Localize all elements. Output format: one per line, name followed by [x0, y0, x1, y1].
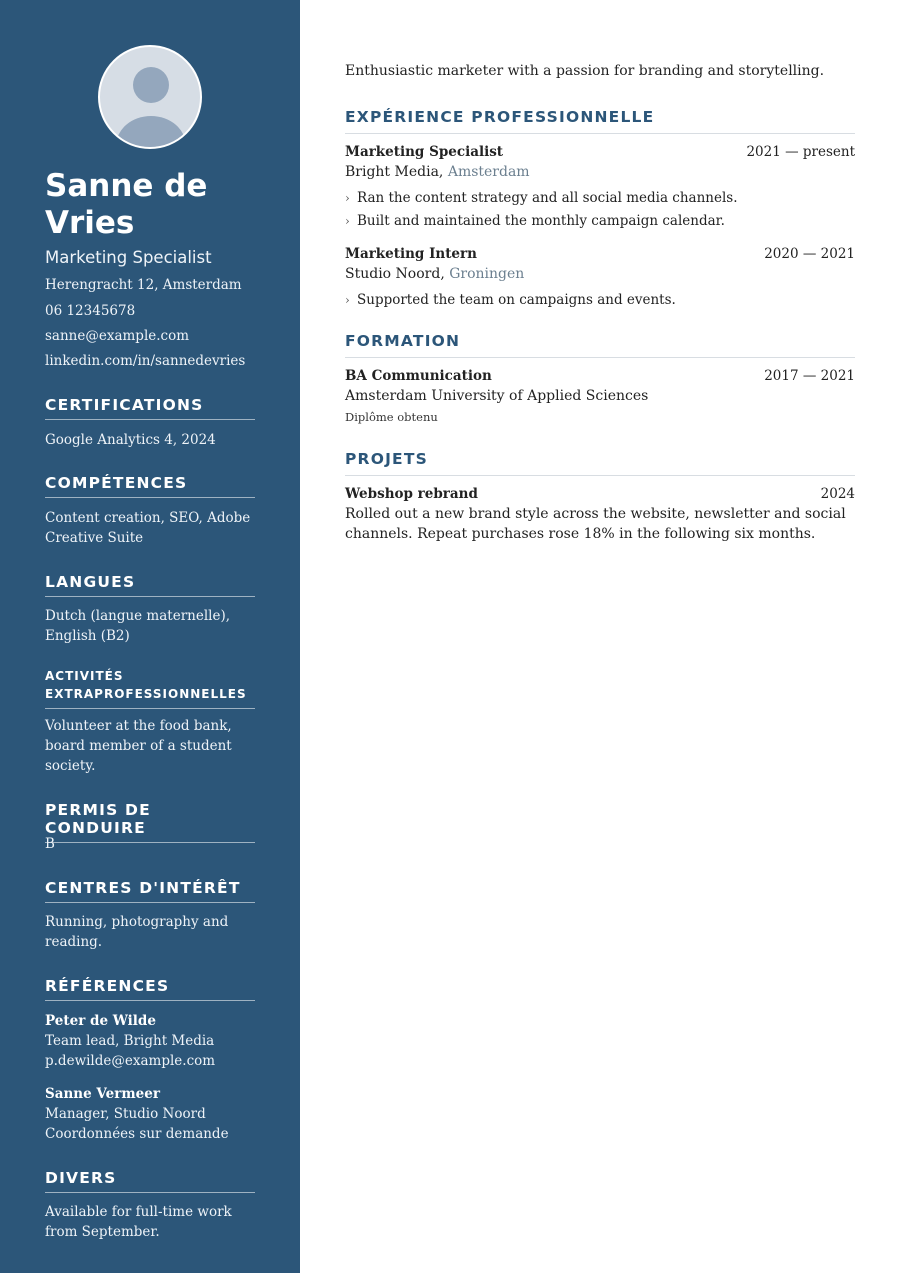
projects-heading: PROJETS — [345, 450, 855, 476]
certifications-text: Google Analytics 4, 2024 — [45, 432, 216, 448]
chevron-right-icon: › — [345, 293, 350, 307]
avatar-placeholder-icon — [98, 45, 202, 149]
experience-entry: Marketing Intern 2020 — 2021 Studio Noord, Groningen › Supported the team on campaigns and events. — [345, 244, 855, 312]
candidate-name: Sanne de Vries — [45, 168, 208, 241]
skills-heading: COMPÉTENCES — [45, 474, 255, 498]
project-description: Rolled out a new brand style across the website, newsletter and social channels. Repeat purchases rose 18% in the following six months. — [345, 506, 846, 542]
languages-heading: LANGUES — [45, 573, 255, 597]
degree: BA Communication — [345, 368, 492, 384]
job-role: Marketing Intern — [345, 246, 477, 262]
certifications-heading: CERTIFICATIONS — [45, 396, 255, 420]
sidebar — [0, 0, 300, 1273]
activities-heading — [45, 667, 255, 709]
reference-item — [45, 1011, 255, 1071]
chevron-right-icon: › — [345, 191, 350, 205]
profile-summary: Enthusiastic marketer with a passion for branding and storytelling. — [345, 63, 825, 79]
bullet-item: › Supported the team on campaigns and events. — [345, 289, 855, 312]
project-entry — [345, 484, 855, 544]
education-entry — [345, 366, 855, 427]
reference-name: Peter de Wilde — [45, 1013, 156, 1029]
email: sanne@example.com — [45, 328, 190, 344]
reference-item — [45, 1084, 255, 1144]
job-bullets — [345, 187, 855, 233]
languages-text: Dutch (langue maternelle), English (B2) — [45, 608, 231, 644]
education-note: Diplôme obtenu — [345, 410, 438, 424]
job-title: Marketing Specialist — [45, 248, 212, 267]
job-location: Groningen — [449, 266, 525, 282]
activities-text: Volunteer at the food bank, board member of a student society. — [45, 718, 232, 774]
job-location: Amsterdam — [447, 164, 530, 180]
skills-text: Content creation, SEO, Adobe Creative Suite — [45, 510, 251, 546]
job-dates: 2020 — 2021 — [764, 246, 855, 262]
chevron-right-icon: › — [345, 214, 350, 228]
reference-line2: p.dewilde@example.com — [45, 1053, 216, 1069]
education-dates: 2017 — 2021 — [764, 368, 855, 384]
activities-heading-line2: EXTRAPROFESSIONNELLES — [45, 687, 247, 701]
address: Herengracht 12, Amsterdam — [45, 277, 242, 293]
license-heading: PERMIS DE CONDUIRE — [45, 801, 255, 843]
experience-entry: Marketing Specialist 2021 — present Bright Media, Amsterdam › Ran the content strategy and all social media channels. › Built and maintained the monthly campaign calendar. — [345, 142, 855, 233]
bullet-item: › Built and maintained the monthly campaign calendar. — [345, 210, 855, 233]
education-heading: FORMATION — [345, 332, 855, 358]
misc-text: Available for full-time work from September. — [45, 1204, 232, 1240]
company: Studio Noord — [345, 266, 441, 282]
linkedin: linkedin.com/in/sannedevries — [45, 353, 246, 369]
project-year: 2024 — [820, 486, 855, 502]
reference-line2: Coordonnées sur demande — [45, 1126, 229, 1142]
project-name: Webshop rebrand — [345, 486, 478, 502]
job-bullets — [345, 289, 855, 312]
company: Bright Media — [345, 164, 439, 180]
experience-heading: EXPÉRIENCE PROFESSIONNELLE — [345, 108, 855, 134]
job-dates: 2021 — present — [746, 144, 855, 160]
school: Amsterdam University of Applied Sciences — [345, 388, 649, 404]
phone: 06 12345678 — [45, 303, 136, 319]
interests-text: Running, photography and reading. — [45, 914, 229, 950]
activities-heading-line1: ACTIVITÉS — [45, 669, 124, 683]
misc-heading: DIVERS — [45, 1169, 255, 1193]
references-heading: RÉFÉRENCES — [45, 977, 255, 1001]
interests-heading: CENTRES D'INTÉRÊT — [45, 879, 255, 903]
job-role: Marketing Specialist — [345, 144, 504, 160]
reference-line1: Manager, Studio Noord — [45, 1106, 206, 1122]
reference-name: Sanne Vermeer — [45, 1086, 160, 1102]
reference-line1: Team lead, Bright Media — [45, 1033, 215, 1049]
bullet-item: › Ran the content strategy and all social media channels. — [345, 187, 855, 210]
license-text: B — [45, 836, 55, 852]
